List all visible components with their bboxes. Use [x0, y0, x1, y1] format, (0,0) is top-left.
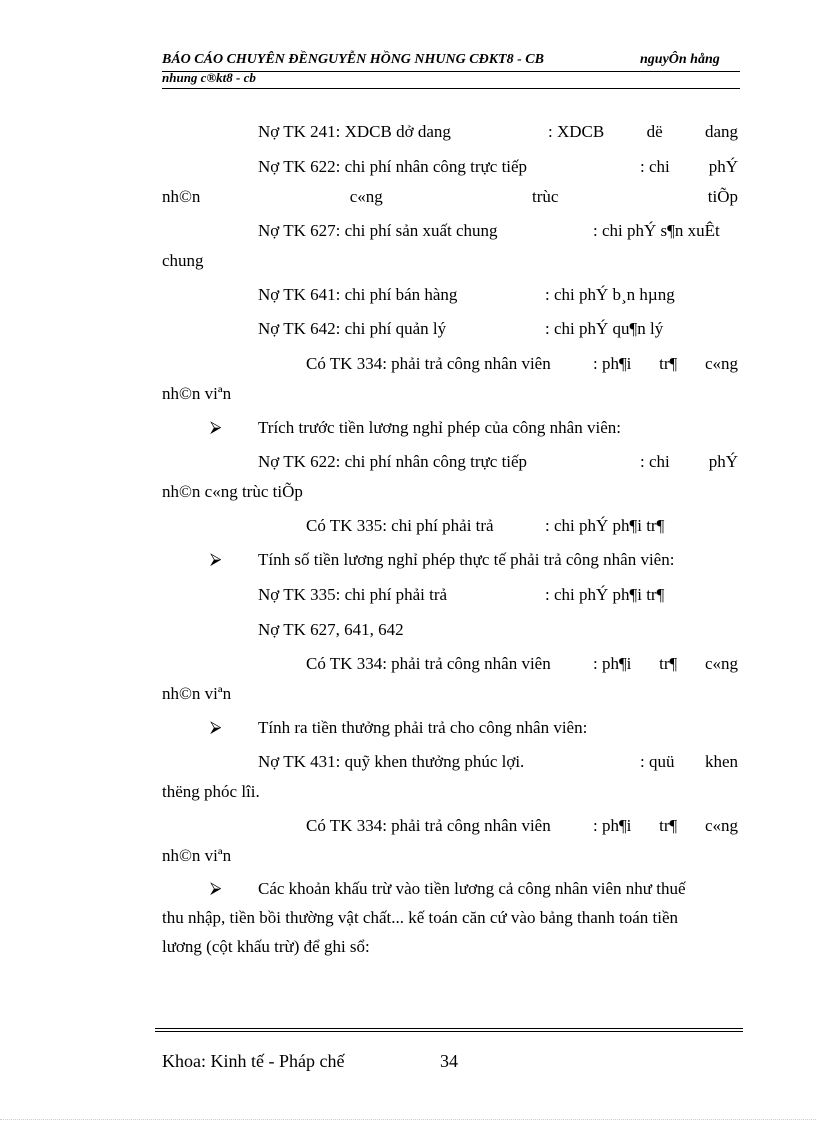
line-13: Nợ TK 335: chi phí phải trả	[258, 585, 448, 604]
line-17: Nợ TK 431: quỹ khen thưởng phúc lợi.	[258, 752, 525, 771]
line-20: nh©n viªn	[162, 846, 232, 865]
l17-c1: : quü	[640, 752, 675, 771]
line-7: Nợ TK 642: chi phí quản lý	[258, 319, 447, 338]
footer-faculty: Khoa: Kinh tế - Pháp chế	[162, 1051, 345, 1071]
l1-c2: dë	[646, 122, 663, 141]
l19-c1: : ph¶i	[593, 816, 632, 835]
line-16: nh©n viªn	[162, 684, 232, 703]
arrowhead-bullet-icon: ⮚	[210, 719, 222, 736]
header-title-text: BÁO CÁO CHUYÊN ĐỀNGUYỄN HỒNG NHUNG CĐKT8 - CB	[162, 52, 544, 67]
l1-c1: : XDCB	[548, 122, 605, 141]
line-19-right	[593, 816, 738, 836]
page-bottom-dotted-edge	[0, 1119, 816, 1120]
line-17-right	[640, 752, 738, 772]
line-5: chung	[162, 251, 204, 270]
footer-rule-bottom	[155, 1031, 743, 1032]
line-4-right: : chi phÝ s¶n xuÊt	[593, 221, 720, 240]
line-1	[258, 122, 451, 142]
line-18: thëng phóc lîi.	[162, 782, 260, 801]
line-12: Có TK 335: chi phí phải trả	[306, 516, 494, 535]
bullet-4-first: Các khoản khấu trừ vào tiền lương cả công nhân viên như thuế	[258, 879, 686, 898]
bullet-1: Trích trước tiền lương nghỉ phép của công nhân viên:	[258, 418, 621, 437]
l15-c3: c«ng	[704, 654, 738, 673]
line-6: Nợ TK 641: chi phí bán hàng	[258, 285, 458, 304]
header-rule-bottom	[162, 88, 740, 89]
bullet-4-third: lương (cột khấu trừ) để ghi sổ:	[162, 937, 370, 956]
line-12-right: : chi phÝ ph¶i tr¶	[545, 516, 665, 535]
l2-c2: phÝ	[708, 157, 738, 176]
l19-c2: tr¶	[659, 816, 678, 835]
l10-c2: phÝ	[708, 452, 738, 471]
bullet-2: Tính số tiền lương nghỉ phép thực tế phải trả công nhân viên:	[258, 550, 675, 569]
arrowhead-bullet-icon: ⮚	[210, 880, 222, 897]
l3-w3: trùc	[532, 187, 559, 206]
line-2	[258, 157, 527, 177]
l8-c2: tr¶	[659, 354, 678, 373]
line-10-right	[640, 452, 738, 472]
footer-rule-top	[155, 1028, 743, 1029]
line-3	[162, 187, 738, 207]
l17-c2: khen	[704, 752, 738, 771]
arrowhead-bullet-icon: ⮚	[210, 551, 222, 568]
line-19: Có TK 334: phải trả công nhân viên	[306, 816, 551, 835]
line-10: Nợ TK 622: chi phí nhân công trực tiếp	[258, 452, 528, 471]
l2-c1: : chi	[640, 157, 670, 176]
l3-w1: nh©n	[162, 187, 201, 206]
header-title-right: nguyÔn hång	[640, 52, 720, 67]
page-number: 34	[440, 1051, 458, 1071]
line-7-right: : chi phÝ qu¶n lý	[545, 319, 664, 338]
line-15-right	[593, 654, 738, 674]
line-6-right: : chi phÝ b¸n hµng	[545, 285, 675, 304]
l15-c2: tr¶	[659, 654, 678, 673]
line-1-right	[548, 122, 738, 142]
l10-c1: : chi	[640, 452, 670, 471]
l8-c3: c«ng	[704, 354, 738, 373]
l3-w4: tiÕp	[707, 187, 738, 206]
line-8-right	[593, 354, 738, 374]
line-2-right	[640, 157, 738, 177]
line-13-right: : chi phÝ ph¶i tr¶	[545, 585, 665, 604]
header-title	[162, 52, 742, 68]
l8-c1: : ph¶i	[593, 354, 632, 373]
bullet-4-second: thu nhập, tiền bồi thường vật chất... kế toán căn cứ vào bảng thanh toán tiền	[162, 908, 679, 927]
l2-left: Nợ TK 622: chi phí nhân công trực tiếp	[258, 157, 528, 176]
header-subtitle: nhung c®kt8 - cb	[162, 70, 256, 85]
bullet-3: Tính ra tiền thưởng phải trả cho công nhân viên:	[258, 718, 588, 737]
line-14: Nợ TK 627, 641, 642	[258, 620, 404, 639]
l3-w2: c«ng	[349, 187, 383, 206]
line-15: Có TK 334: phải trả công nhân viên	[306, 654, 551, 673]
line-11: nh©n c«ng trùc tiÕp	[162, 482, 303, 501]
line-8: Có TK 334: phải trả công nhân viên	[306, 354, 551, 373]
line-9: nh©n viªn	[162, 384, 232, 403]
l19-c3: c«ng	[704, 816, 738, 835]
l15-c1: : ph¶i	[593, 654, 632, 673]
l1-left: Nợ TK 241: XDCB dở dang	[258, 122, 451, 141]
line-4: Nợ TK 627: chi phí sản xuất chung	[258, 221, 498, 240]
l1-c3: dang	[704, 122, 738, 141]
arrowhead-bullet-icon: ⮚	[210, 419, 222, 436]
